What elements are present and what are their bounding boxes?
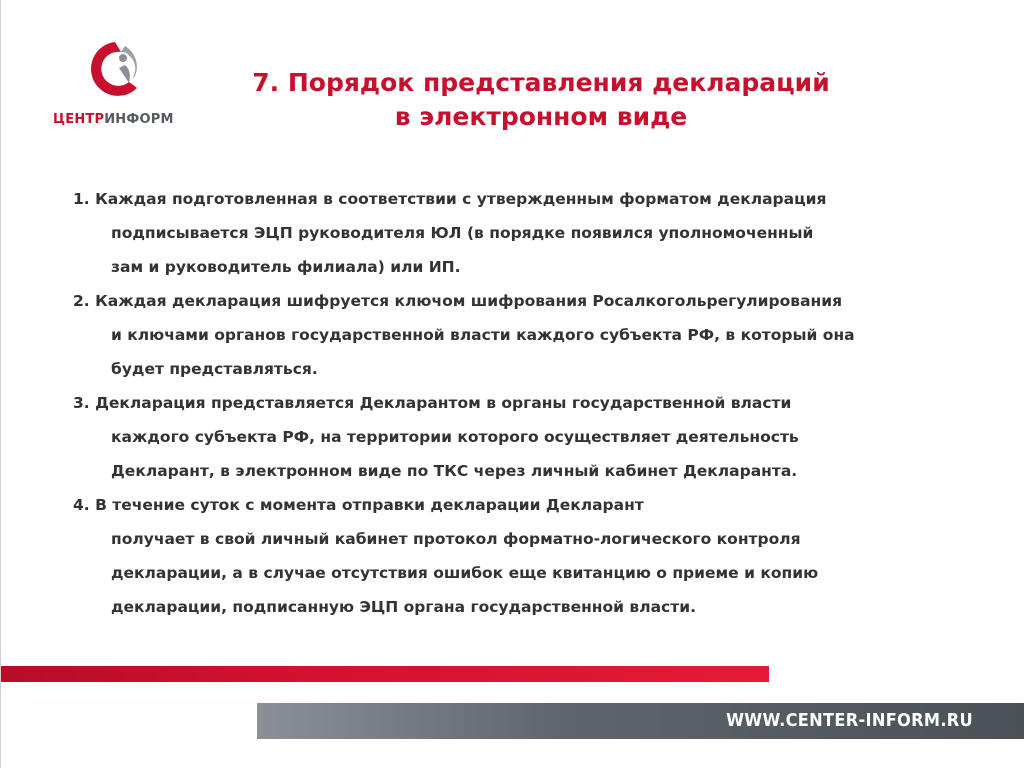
list-item-line: будет представляться.: [111, 360, 318, 378]
logo-word-part1: ЦЕНТР: [53, 112, 105, 127]
footer-bar: [257, 703, 1024, 739]
footer-url-link[interactable]: WWW.CENTER-INFORM.RU: [726, 710, 973, 731]
list-item-line: подписывается ЭЦП руководителя ЮЛ (в порядке появился уполномоченный: [111, 224, 814, 242]
list-item-line: декларации, подписанную ЭЦП органа государственной власти.: [111, 598, 696, 616]
slide-title: [241, 66, 841, 134]
list-item-line: Декларант, в электронном виде по ТКС через личный кабинет Декларанта.: [111, 462, 798, 480]
list-item-line: каждого субъекта РФ, на территории которого осуществляет деятельность: [111, 428, 799, 446]
declaration-steps-list: [73, 182, 1003, 624]
list-item: [73, 386, 1003, 488]
list-item-line: 4. В течение суток с момента отправки декларации Декларант: [73, 496, 644, 514]
list-item-line: 2. Каждая декларация шифруется ключом шифрования Росалкогольрегулирования: [73, 292, 843, 310]
list-item-line: получает в свой личный кабинет протокол форматно-логического контроля: [111, 530, 801, 548]
list-item-line: декларации, а в случае отсутствия ошибок еще квитанцию о приеме и копию: [111, 564, 819, 582]
logo-wordmark: [53, 112, 181, 127]
logo-mark-icon: [85, 38, 145, 102]
list-item: [73, 284, 1003, 386]
list-item: [73, 488, 1003, 624]
list-item-line: 3. Декларация представляется Декларантом в органы государственной власти: [73, 394, 792, 412]
list-item-line: и ключами органов государственной власти каждого субъекта РФ, в который она: [111, 326, 855, 344]
slide-title-line2: в электронном виде: [394, 102, 688, 131]
list-item-line: 1. Каждая подготовленная в соответствии с утвержденным форматом декларация: [73, 190, 827, 208]
list-item-line: зам и руководитель филиала) или ИП.: [111, 258, 461, 276]
slide-title-line1: 7. Порядок представления деклараций: [252, 68, 830, 97]
centerinform-logo: [53, 38, 181, 138]
logo-word-part2: ИНФОРМ: [104, 112, 174, 127]
list-item: [73, 182, 1003, 284]
red-divider-bar: [1, 666, 769, 682]
